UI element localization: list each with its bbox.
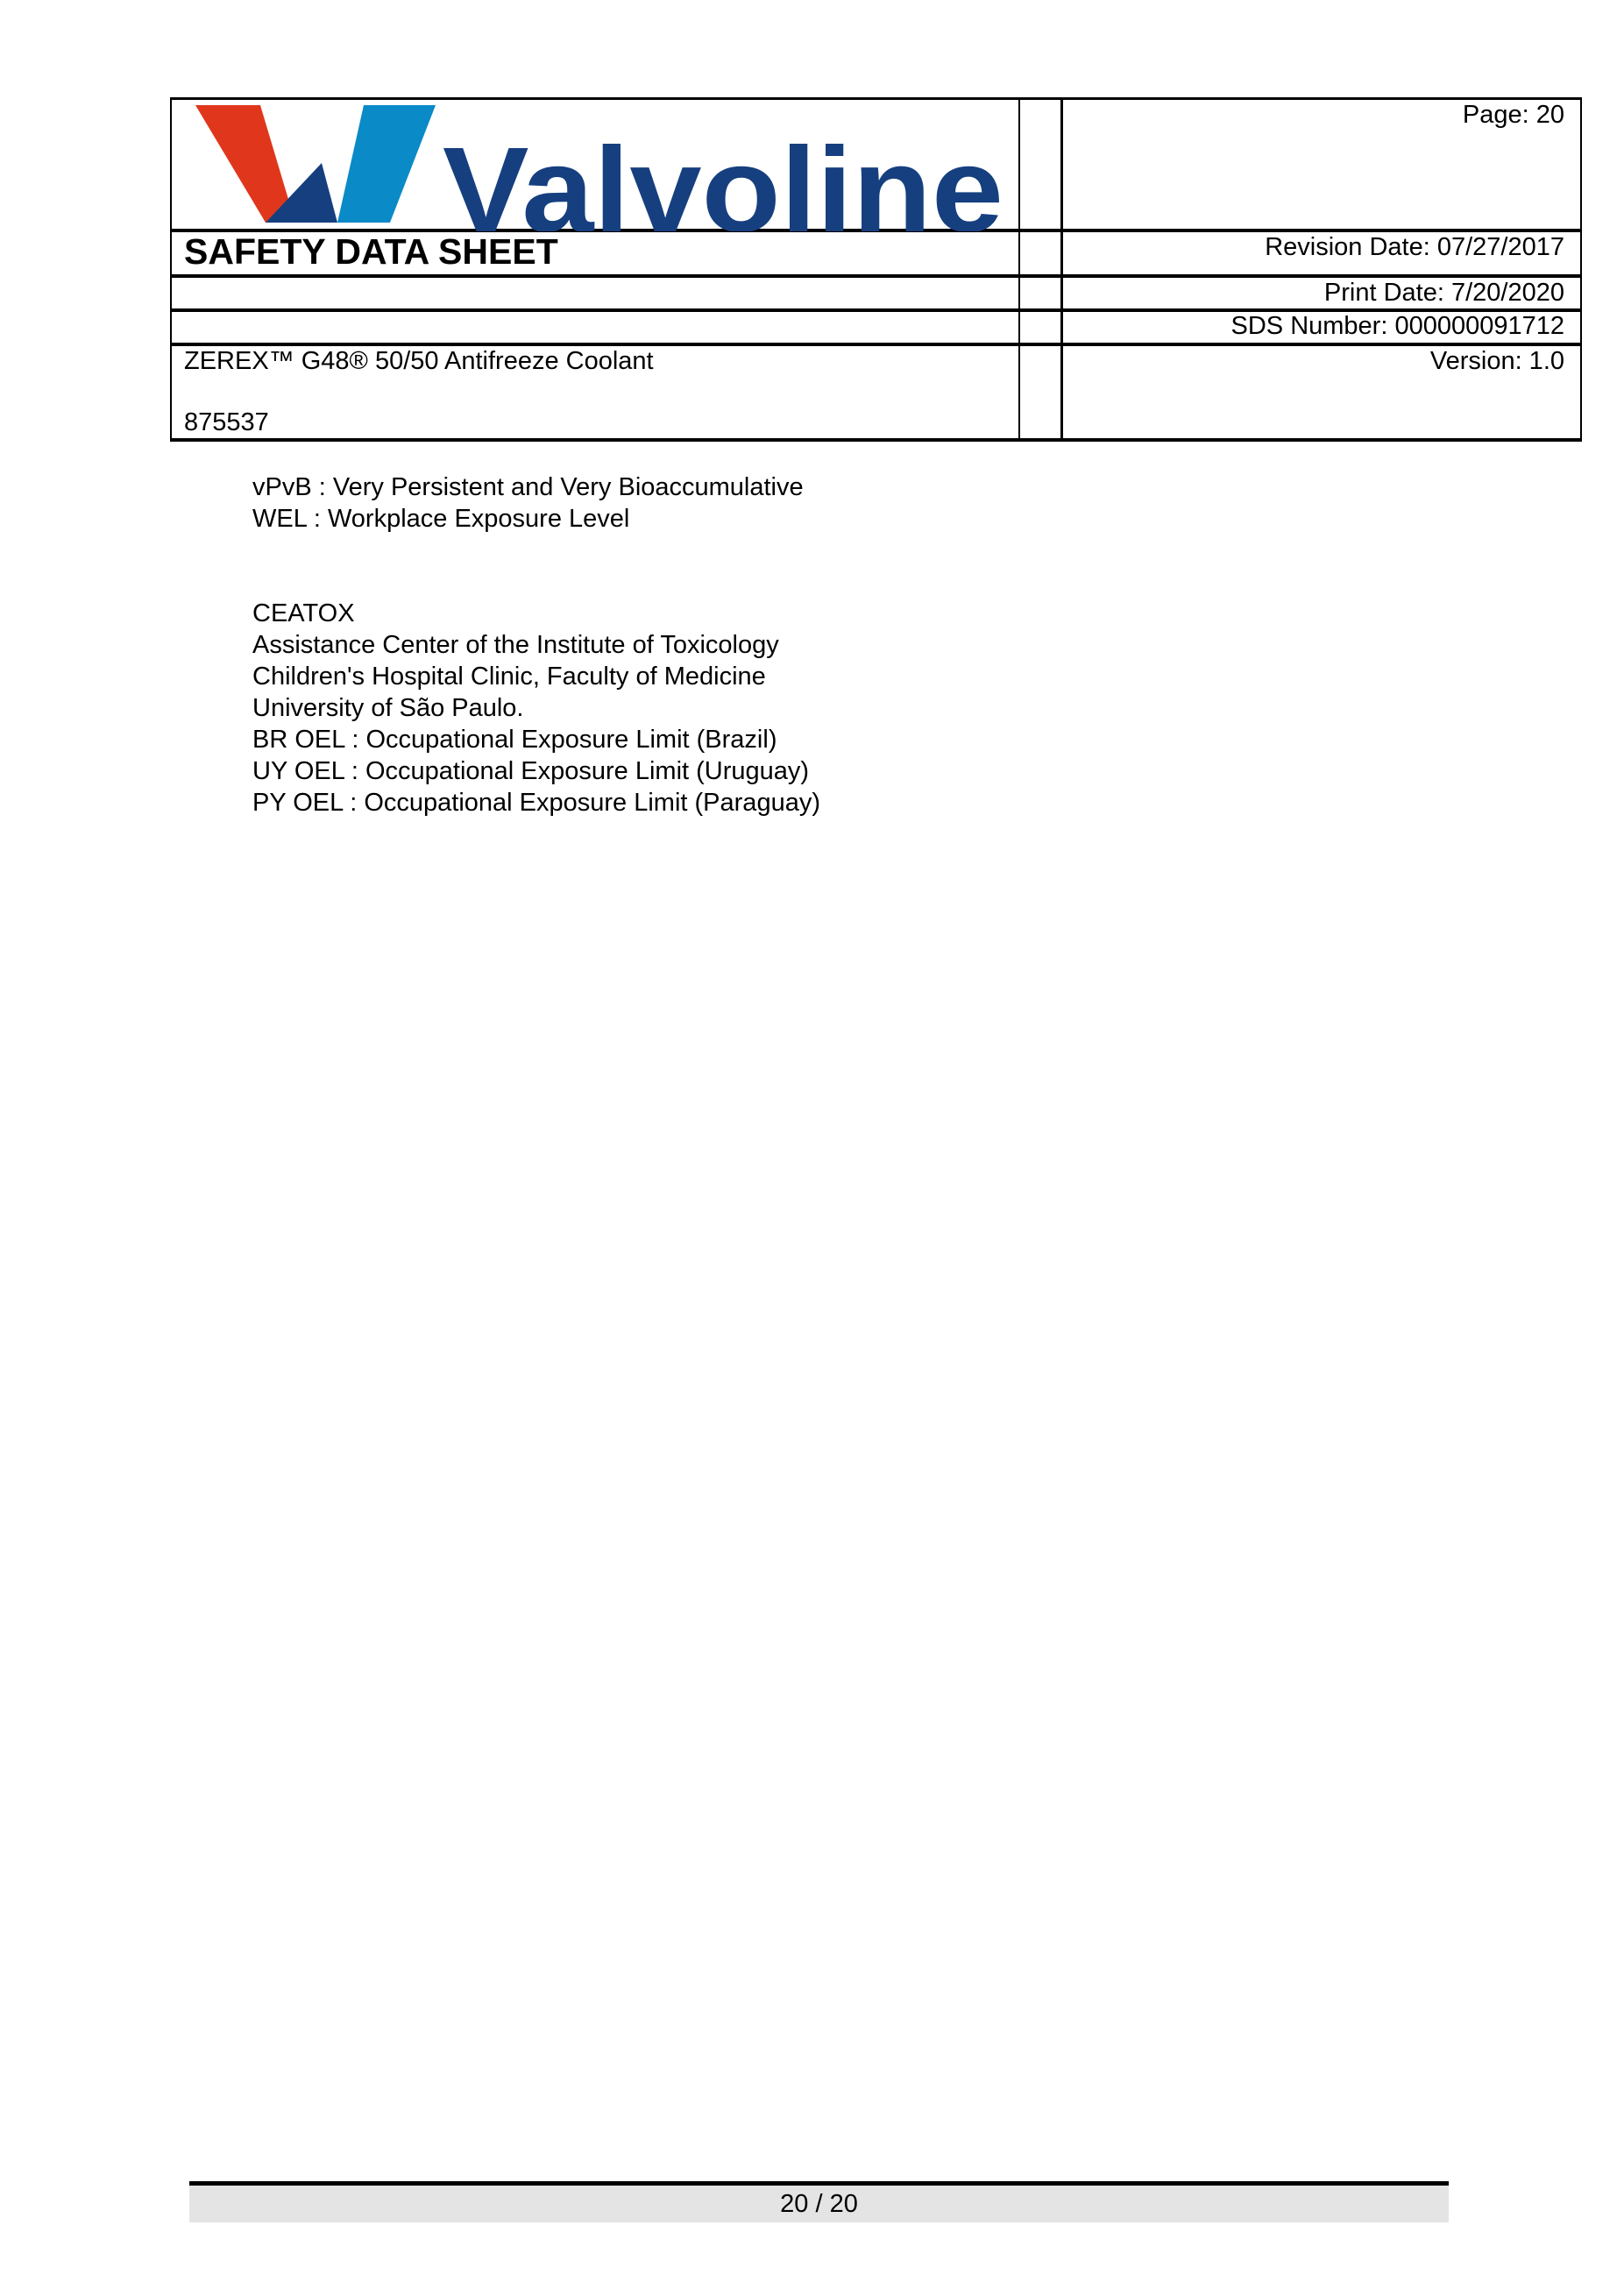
svg-text:Valvoline: Valvoline [443, 123, 1003, 231]
body-line: vPvB : Very Persistent and Very Bioaccumulative [252, 473, 804, 501]
footer-page-count: 20 / 20 [780, 2190, 858, 2218]
body-line: Children's Hospital Clinic, Faculty of Medicine [252, 663, 766, 691]
abbreviations-list [252, 471, 820, 818]
body-line: CEATOX [252, 599, 355, 627]
product-name: ZEREX™ G48® 50/50 Antifreeze Coolant [184, 347, 654, 375]
product-code: 875537 [184, 408, 269, 436]
body-line: UY OEL : Occupational Exposure Limit (Uruguay) [252, 757, 810, 785]
body-line: PY OEL : Occupational Exposure Limit (Paraguay) [252, 789, 820, 817]
valvoline-logo [188, 102, 1017, 231]
body-line: Assistance Center of the Institute of Toxicology [252, 631, 779, 659]
page-number: Page: 20 [1462, 101, 1564, 129]
sds-number: SDS Number: 000000091712 [1230, 312, 1564, 340]
version: Version: 1.0 [1429, 347, 1564, 375]
page-footer [189, 2181, 1449, 2222]
body-line: University of São Paulo. [252, 694, 524, 722]
revision-date: Revision Date: 07/27/2017 [1265, 233, 1564, 261]
print-date: Print Date: 7/20/2020 [1323, 279, 1564, 307]
body-line: BR OEL : Occupational Exposure Limit (Brazil) [252, 726, 777, 754]
body-line: WEL : Workplace Exposure Level [252, 505, 630, 533]
document-title: SAFETY DATA SHEET [184, 231, 558, 272]
